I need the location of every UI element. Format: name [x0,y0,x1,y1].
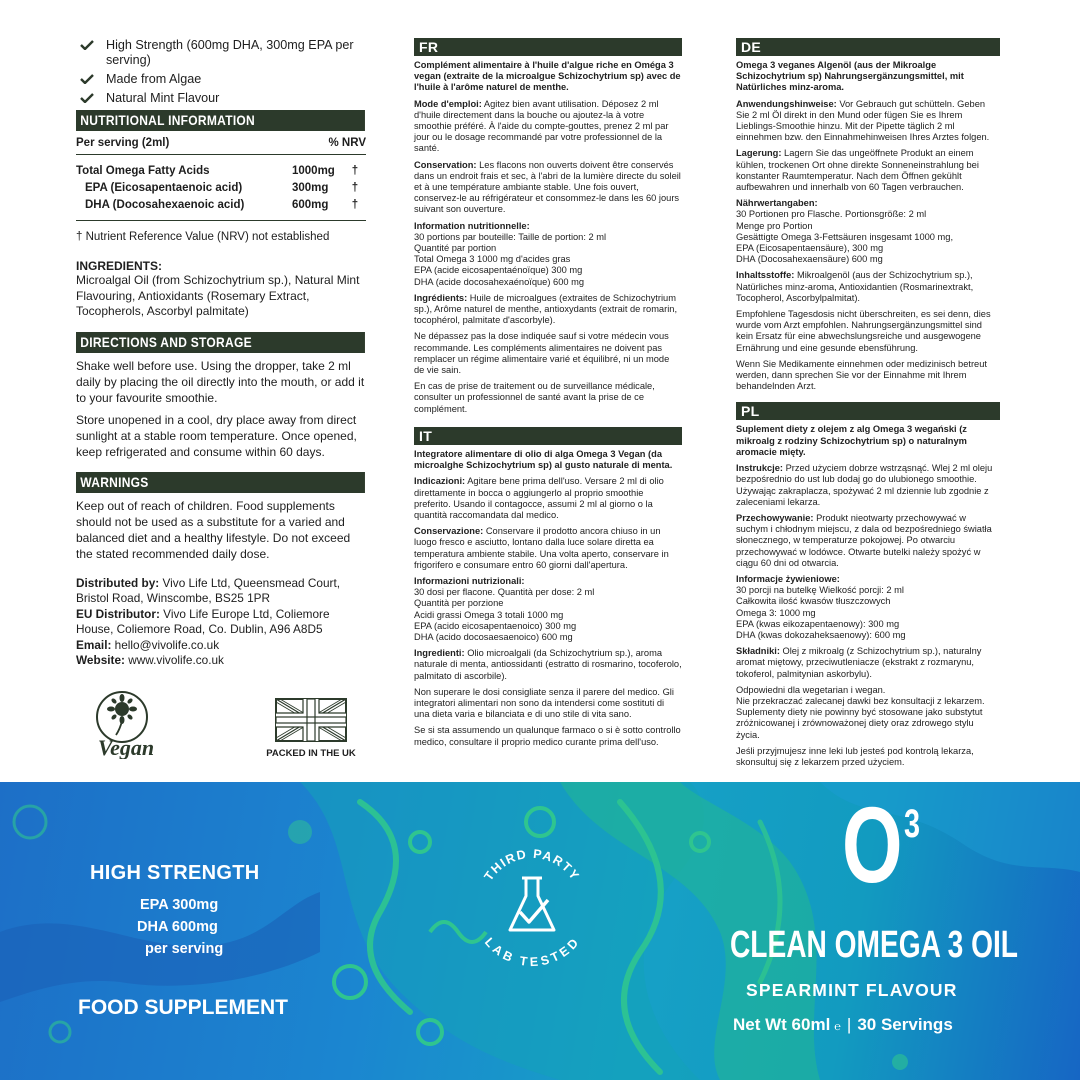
fr-ingredients: Ingrédients: Huile de microalgues (extraites de Schizochytrium sp.), Arôme naturel de menthe, antioxydants (extrait de romarin, tocophérol, palmitate d'ascorbyle). [414,292,678,326]
nutrient-nrv: † [351,199,359,211]
de-pl-column [736,38,1000,776]
de-dose-warning: Empfohlene Tagesdosis nicht überschreiten, es sei denn, dies wurde vom Arzt empfohlen. Nahrungsergänzungsmittel sind kein Ersatz für eine abwechslungsreiche und ausgewogene Ernährung und eine gesunde ebensführung. [736,309,991,353]
german-section [736,38,1000,392]
claim-item [80,91,366,106]
net-weight-line [733,1015,953,1035]
vegan-logo-icon [76,689,176,759]
nutrient-amount: 600mg [292,199,329,211]
ingredients-text: Microalgal Oil (from Schizochytrium sp.), Natural Mint Flavouring, Antioxidants (Rosemary Extract, Tocopherols, Ascorbyl palmitate) [76,273,360,318]
packed-in-uk-badge [256,698,366,759]
nutrition-header-row [76,131,366,155]
warnings-section [76,472,366,562]
pl-ingredients: Składniki: Olej z mikroalg (z Schizochytrium sp.), naturalny aromat miętowy, przeciwutleniacze (ekstrakt z rozmarynu, tokoferol, palmitynian askorbylu). [736,646,982,679]
pl-medical-warning: Jeśli przyjmujesz inne leki lub jesteś pod kontrolą lekarza, skonsultuj się z lekarzem przed użyciem. [736,745,974,767]
directions-section [76,332,366,460]
net-weight: Net Wt 60ml [733,1015,831,1034]
fr-storage: Conservation: Les flacons non ouverts doivent être conservés dans un endroit frais et sec, à l'abri de la lumière directe du soleil et à une température ambiante stable. Une fois ouvert, conservez-le au réfrigérateur et consommez-le dans les 60 jours suivant son ouverture. [414,159,681,215]
nrv-column-label: % NRV [328,137,366,149]
italian-section [414,427,682,748]
check-icon [80,40,94,50]
distributor-line: Distributed by: Vivo Life Ltd, Queensmead Court, Bristol Road, Winscombe, BS25 1PR [76,575,341,605]
per-serving-note: per serving [145,941,224,957]
it-intro: Integratore alimentare di olio di alga Omega 3 Vegan (da microalghe Schizochytrium sp) al gusto naturale di menta. [414,448,673,471]
nrv-footnote: † Nutrient Reference Value (NRV) not established [76,231,330,243]
third-party-lab-tested-badge [464,838,600,974]
check-icon [80,74,94,84]
fr-directions: Mode d'emploi: Agitez bien avant utilisation. Déposez 2 ml d'huile directement dans la bouche ou ajoutez-la à votre smoothie préféré. À l'aide du compte-gouttes, prenez 2 ml par jour ou le dosage recommandé par votre professionnel de la santé. [414,98,669,154]
claim-item [80,38,366,68]
nutrition-table [76,155,366,221]
badge-bottom-text: LAB TESTED [481,935,583,970]
claim-text: Made from Algae [106,72,202,86]
de-storage: Lagerung: Lagern Sie das ungeöffnete Produkt an einem kühlen, trockenen Ort ohne direkte Sonneneinstrahlung bei konstanter Raumtemperatur. Nach dem Öffnen gekühlt aufbewahren und innerhalb von 60 Tagen verbrauchen. [736,148,979,193]
nutrition-row [76,197,366,214]
storage-text: Store unopened in a cool, dry place away from direct sunlight at a stable room temperature. Once opened, keep refrigerated and consume within 60 days. [76,412,357,459]
ingredients-title: INGREDIENTS: [76,259,163,273]
fr-dose-warning: Ne dépassez pas la dose indiquée sauf si votre médecin vous recommande. Les compléments alimentaires ne doivent pas remplacer un régime alimentaire varié et équilibré, ni un mode de vie sain. [414,331,670,376]
de-ingredients: Inhaltsstoffe: Mikroalgenöl (aus der Schizochytrium sp.), Natürliches minz-aroma, Antioxidantien (Rosmarinextrakt, Tocopherol, Ascorbylpalmitat). [736,270,974,303]
nutrient-name: DHA (Docosahexaenoic acid) [85,199,245,211]
epa-strength: EPA 300mg [140,897,219,913]
ingredients-section [76,259,366,320]
fr-it-column [414,38,682,756]
lang-tag-it: IT [414,427,682,445]
flask-icon [510,878,554,930]
claims-list [80,38,366,106]
contact-info [76,576,366,669]
de-medical-warning: Wenn Sie Medikamente einnehmen oder medizinisch betreut werden, dann sprechen Sie vor der Einnahme mit Ihrem behandelnden Arzt. [736,358,987,392]
nutrition-heading: NUTRITIONAL INFORMATION [76,110,365,131]
lang-tag-pl: PL [736,402,1000,420]
badge-top-text: THIRD PARTY [481,846,583,884]
brand-letter: O [842,784,903,905]
email-line: Email: hello@vivolife.co.uk [76,637,220,652]
nutrient-nrv: † [351,182,359,194]
servings-count: 30 Servings [857,1015,953,1034]
pl-vegan-note: Odpowiedni dla wegetarian i wegan. Nie przekraczać zalecanej dawki bez konsultacji z lekarzem. Suplementy diety nie powinny być stosowane jako substytut zróżnicowanej i zrównoważonej diety oraz zdrowego stylu życia. [736,684,985,740]
fr-medical-warning: En cas de prise de traitement ou de surveillance médicale, consulter un professionnel de santé avant la prise de ce complément. [414,381,655,414]
per-serving-label: Per serving (2ml) [76,137,170,149]
dha-strength: DHA 600mg [137,919,218,935]
flavour-label: SPEARMINT FLAVOUR [746,980,958,1000]
polish-section [736,402,1000,768]
product-name: CLEAN OMEGA 3 OIL [730,924,1018,966]
directions-text: Shake well before use. Using the dropper, take 2 ml daily by placing the oil directly into the mouth, or add it to your favourite smoothie. [76,358,365,405]
separator: | [846,1015,852,1034]
fr-nutrition: Information nutritionnelle: 30 portions par bouteille: Taille de portion: 2 ml Quantité par portion Total Omega 3 1000 mg d'acides gras EPA (acide eicosapentaénoïque) 300 mg DHA (acide docosahexaénoïque) 600 mg [414,220,607,287]
nutrition-row [76,180,366,197]
claim-item [80,72,366,87]
it-directions: Indicazioni: Agitare bene prima dell'uso. Versare 2 ml di olio direttamente in bocca o aggiungerlo al proprio smoothie preferito. Usando il contagocce, assumi 2 ml al giorno o la quantità raccomandata dal medico. [414,476,664,520]
de-directions: Anwendungshinweise: Vor Gebrauch gut schütteln. Geben Sie 2 ml Öl direkt in den Mund oder fügen Sie es Ihrem Lieblings-Smoothie hinzu. Mit der Pipette täglich 2 ml einnehmen bzw. den Einnahmehinweisen Ihres Arztes folgen. [736,98,990,143]
de-intro: Omega 3 veganes Algenöl (aus der Mikroalge Schizochytrium sp) Nahrungsergänzungsmittel, mit Natürliches minz-aroma. [736,60,964,93]
estimated-sign-icon: ℮ [834,1021,841,1033]
warnings-text: Keep out of reach of children. Food supplements should not be used as a substitute for a varied and balanced diet and a healthy lifestyle. Do not exceed the stated recommended daily dose. [76,498,351,561]
it-dose-warning: Non superare le dosi consigliate senza il parere del medico. Gli integratori alimentari non sono da intendersi come sostituti di una dieta varia e bilanciata e di uno stile di vita sano. [414,686,674,720]
nutrient-amount: 300mg [292,182,329,194]
it-nutrition: Informazioni nutrizionali: 30 dosi per flacone. Quantità per dose: 2 ml Quantità per porzione Acidi grassi Omega 3 totali 1000 mg EPA (acido eicosapentaenoico) 300 mg DHA (acido docosaesaenoico) 600 mg [414,575,595,642]
lang-tag-de: DE [736,38,1000,56]
de-nutrition: Nährwertangaben: 30 Portionen pro Flasche. Portionsgröße: 2 ml Menge pro Portion Gesättigte Omega 3-Fettsäuren insgesamt 1000 mg, EPA (Eicosapentaensäure), 300 mg DHA (Docosahexaensäure) 600 mg [736,198,954,265]
certification-badges [76,689,366,759]
website-line: Website: www.vivolife.co.uk [76,653,224,667]
pl-intro: Suplement diety z olejem z alg Omega 3 wegański (z mikroalg z rodziny Schizochytrium sp) o naturalnym aromacie mięty. [736,424,967,457]
claim-text: Natural Mint Flavour [106,91,220,105]
english-column [76,38,366,759]
pl-nutrition: Informacje żywieniowe: 30 porcji na butelkę Wielkość porcji: 2 ml Całkowita ilość kwasów tłuszczowych Omega 3: 1000 mg EPA (kwas eikozapentaenowy): 300 mg DHA (kwas dokozaheksaenowy): 600 mg [736,573,906,640]
it-ingredients: Ingredienti: Olio microalgali (da Schizochytrium sp.), aroma naturale di menta, antiossidanti (estratto di rosmarino, tocoferolo, palmitato di ascorbile). [414,648,682,681]
check-icon [80,93,94,103]
eu-distributor-line: EU Distributor: Vivo Life Europe Ltd, Coliemore House, Coliemore Road, Co. Dublin, A96 A8D5 [76,606,330,636]
pl-directions: Instrukcje: Przed użyciem dobrze wstrząsnąć. Wlej 2 ml oleju bezpośrednio do ust lub dodaj go do ulubionego smoothie. Używając zakraplacza, spożywać 2 ml dziennie lub zgodnie z zaleceniami lekarza. [736,463,993,507]
svg-text:LAB TESTED [482,935,582,969]
nutrition-row [76,163,366,180]
fr-intro: Complément alimentaire à l'huile d'algue riche en Oméga 3 vegan (extraite de la microalgue Schizochytrium sp) avec de l'huile à l'arôme naturel de menthe. [414,60,681,93]
it-medical-warning: Se si sta assumendo un qualunque farmaco o si è sotto controllo medico, consultare il proprio medico curante prima dell'uso. [414,725,681,747]
nutrient-name: EPA (Eicosapentaenoic acid) [85,182,243,194]
it-storage: Conservazione: Conservare il prodotto ancora chiuso in un luogo fresco e asciutto, lontano dalla luce solare diretta ea temperatura ambiente stabile. Una volta aperto, conservare in frigorifero e consumare entro 60 giorni dall'apertura. [414,526,669,570]
warnings-heading: WARNINGS [76,472,365,493]
brand-superscript: 3 [904,802,921,846]
directions-heading: DIRECTIONS AND STORAGE [76,332,365,353]
lang-tag-fr: FR [414,38,682,56]
french-section [414,38,682,415]
claim-text: High Strength (600mg DHA, 300mg EPA per serving) [106,38,354,67]
nutrient-amount: 1000mg [292,165,335,177]
pl-storage: Przechowywanie: Produkt nieotwarty przechowywać w suchym i chłodnym miejscu, z dala od bezpośredniego światła słonecznego, w temperaturze pokojowej. Po otwarciu przechowywać w lodówce. Otwarte butelki należy spożyć w ciągu 60 dni od otwarcia. [736,512,992,568]
union-jack-icon [275,698,347,742]
packed-in-uk-label: PACKED IN THE UK [266,747,356,759]
vegan-label: Vegan [97,734,155,759]
food-supplement-label: FOOD SUPPLEMENT [78,996,289,1019]
high-strength-title: HIGH STRENGTH [90,862,260,884]
nutrient-name: Total Omega Fatty Acids [76,165,210,177]
nutrient-nrv: † [351,165,359,177]
